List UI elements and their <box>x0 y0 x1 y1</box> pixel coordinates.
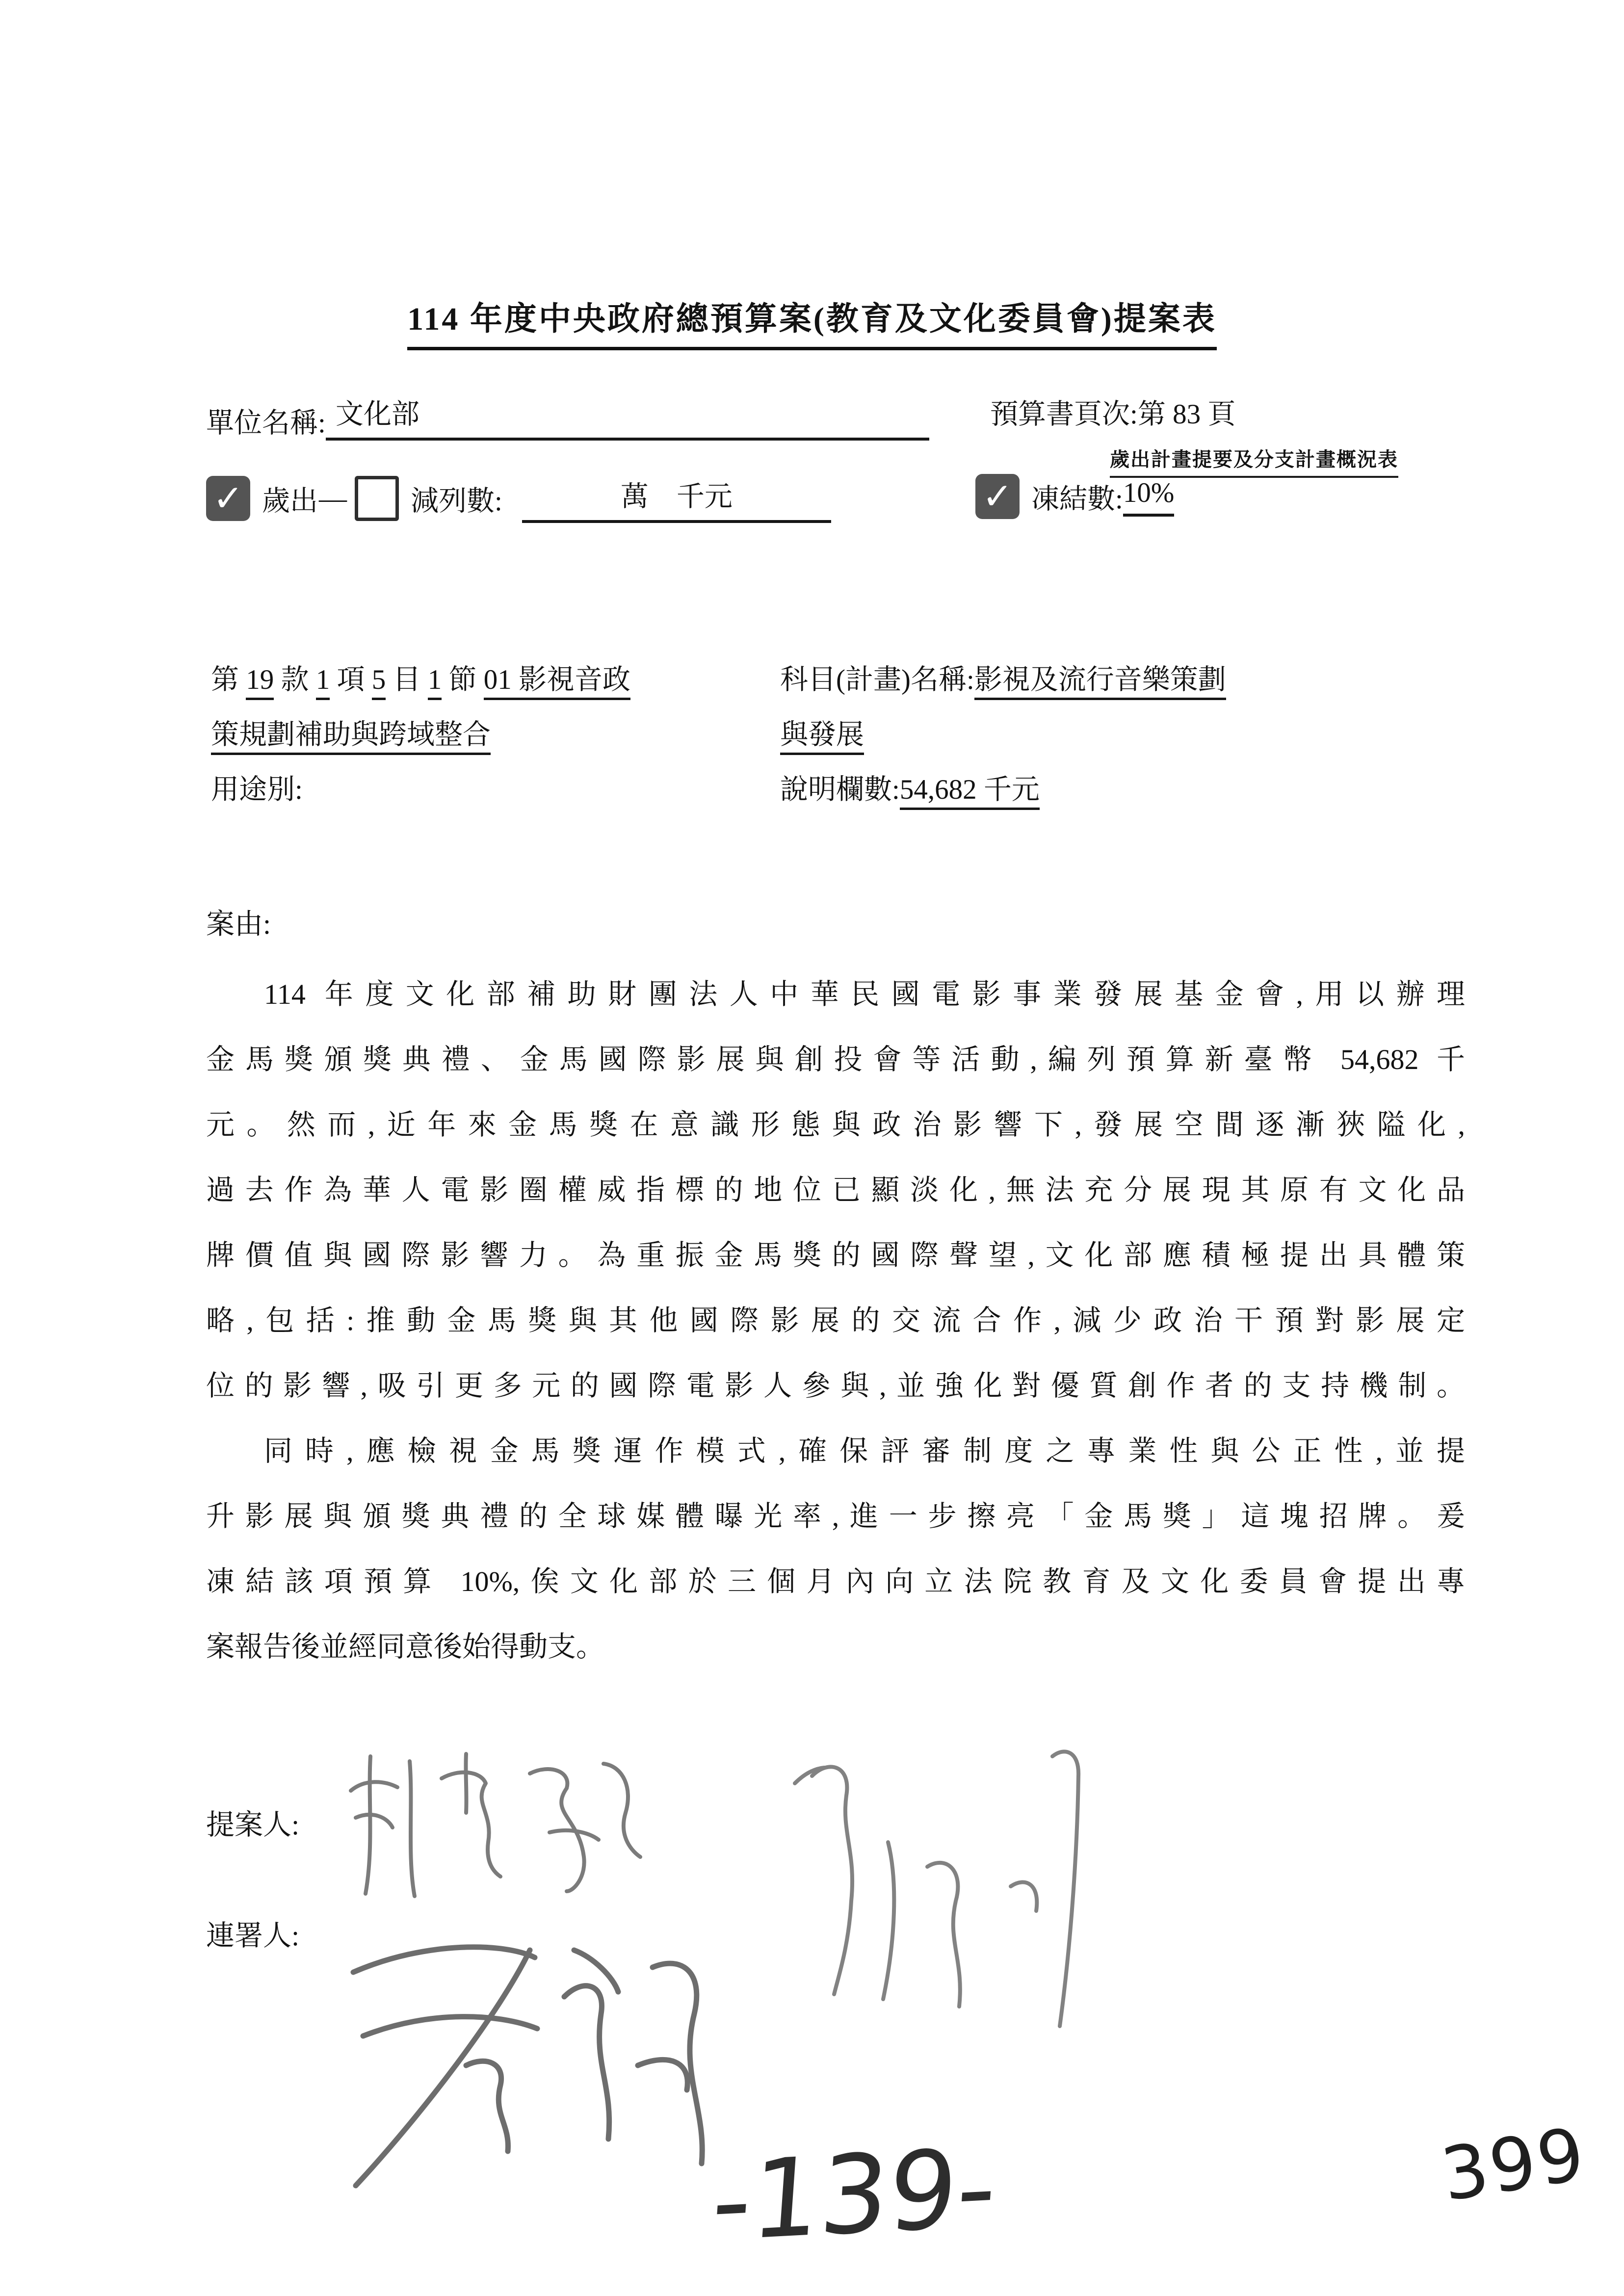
body-line: 元。然而,近年來金馬獎在意識形態與政治影響下,發展空間逐漸狹隘化, <box>206 1109 1465 1141</box>
plan-name-value-1: 影視及流行音樂策劃 <box>974 664 1226 700</box>
note-amount-value: 54,682 千元 <box>900 774 1040 810</box>
case-body <box>206 962 1465 1679</box>
body-line: 案報告後並經同意後始得動支。 <box>206 1631 605 1663</box>
clause-line-1 <box>211 652 765 707</box>
clause-code-name-1: 01 影視音政 <box>484 664 630 700</box>
expenditure-checkbox: ✓ <box>206 476 250 521</box>
cosigner-label: 連署人: <box>206 1920 300 1952</box>
clause-code-name-2: 策規劃補助與跨域整合 <box>211 719 491 755</box>
body-line: 略,包括:推動金馬獎與其他國際影展的交流合作,減少政治干預對影展定 <box>206 1305 1465 1336</box>
clause-kuan-label: 款 <box>281 664 309 695</box>
proposer-signature <box>319 1744 662 1906</box>
clause-column <box>211 652 765 817</box>
document-title: 114 年度中央政府總預算案(教育及文化委員會)提案表 <box>407 292 1217 350</box>
note-amount-label: 說明欄數: <box>780 774 900 805</box>
budget-page-row <box>990 391 1235 432</box>
budget-page-label: 預算書頁次: <box>990 399 1138 430</box>
freeze-value: 10% <box>1123 477 1174 517</box>
case-label: 案由: <box>206 908 271 940</box>
expenditure-label: 歲出 <box>262 486 318 517</box>
body-line: 凍結該項預算 10%,俟文化部於三個月內向立法院教育及文化委員會提出專 <box>206 1565 1465 1597</box>
freeze-checkbox-group <box>975 474 1174 519</box>
clause-xiang-num: 1 <box>316 664 330 700</box>
reduction-label: 減列數: <box>411 486 502 517</box>
reduction-amount-blank: 萬 千元 <box>522 474 831 523</box>
clause-prefix: 第 <box>211 664 239 695</box>
use-category-line <box>211 762 765 817</box>
plan-name-line-2 <box>780 707 1467 762</box>
expenditure-checkbox-group <box>206 474 831 523</box>
plan-name-label: 科目(計畫)名稱: <box>780 664 974 695</box>
plan-name-line-1 <box>780 652 1467 707</box>
unit-name-label: 單位名稱: <box>206 408 326 439</box>
budget-page-value: 第 83 頁 <box>1137 399 1236 430</box>
body-line: 過去作為華人電影圈權威指標的地位已顯淡化,無法充分展現其原有文化品 <box>206 1174 1465 1206</box>
second-signature <box>765 1739 1148 2043</box>
report-subtitle: 歲出計畫提要及分支計畫概況表 <box>1110 444 1398 478</box>
reduction-checkbox <box>355 476 399 521</box>
body-line: 114 年度文化部補助財團法人中華民國電影事業發展基金會,用以辦理 <box>264 978 1465 1010</box>
plan-column <box>780 652 1467 817</box>
body-line: 牌價值與國際影響力。為重振金馬獎的國際聲望,文化部應積極提出具體策 <box>206 1239 1465 1271</box>
body-line: 金馬獎頒獎典禮、金馬國際影展與創投會等活動,編列預算新臺幣 54,682 千 <box>206 1044 1465 1075</box>
unit-name-value: 文化部 <box>326 391 929 441</box>
title-row <box>0 292 1624 350</box>
clause-xiang-label: 項 <box>337 664 365 695</box>
handwritten-page-number: -139- <box>708 2124 1001 2266</box>
clause-mu-num: 5 <box>372 664 386 700</box>
cosigner-signature <box>319 1904 770 2208</box>
note-amount-line <box>780 762 1467 817</box>
dash-connector: — <box>319 483 347 514</box>
clause-jie-label: 節 <box>448 664 477 695</box>
clause-mu-label: 目 <box>393 664 421 695</box>
clause-line-2 <box>211 707 765 762</box>
body-line: 升影展與頒獎典禮的全球媒體曝光率,進一步擦亮「金馬獎」這塊招牌。爰 <box>206 1500 1465 1532</box>
use-category-label: 用途別: <box>211 774 303 805</box>
handwritten-corner-number: 399 <box>1436 2112 1592 2218</box>
proposer-label: 提案人: <box>206 1809 300 1841</box>
clause-kuan-num: 19 <box>246 664 274 700</box>
body-line: 位的影響,吸引更多元的國際電影人參與,並強化對優質創作者的支持機制。 <box>206 1370 1465 1402</box>
body-line: 同時,應檢視金馬獎運作模式,確保評審制度之專業性與公正性,並提 <box>264 1435 1465 1467</box>
plan-name-value-2: 與發展 <box>780 719 864 755</box>
freeze-label: 凍結數: <box>1031 484 1123 515</box>
unit-name-row <box>206 391 929 441</box>
freeze-checkbox: ✓ <box>975 474 1020 519</box>
clause-jie-num: 1 <box>428 664 442 700</box>
